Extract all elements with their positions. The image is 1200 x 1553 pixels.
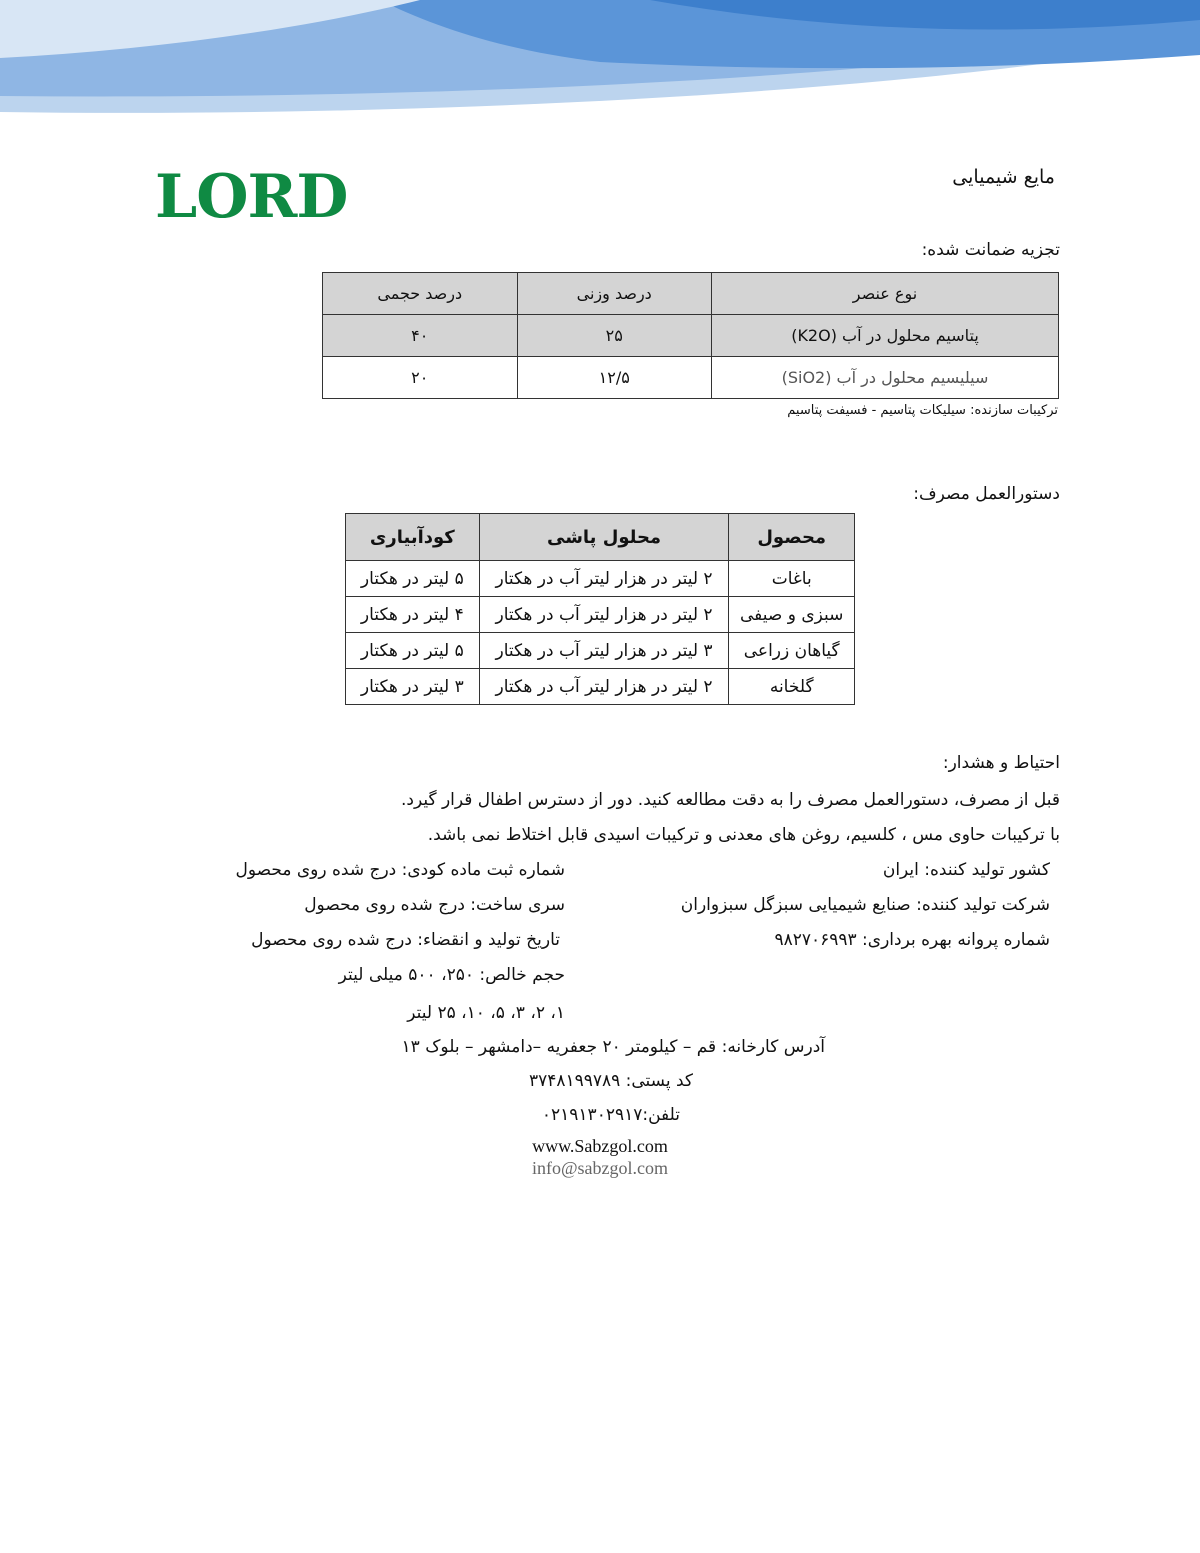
table-cell: ۴۰ bbox=[323, 315, 518, 357]
table-cell: ۲ لیتر در هزار لیتر آب در هکتار bbox=[479, 597, 729, 633]
column-header: نوع عنصر bbox=[711, 273, 1058, 315]
table-cell: ۲۵ bbox=[517, 315, 711, 357]
table-cell: ۵ لیتر در هکتار bbox=[346, 561, 480, 597]
usage-table bbox=[345, 513, 855, 705]
factory-address: آدرس کارخانه: قم – کیلومتر ۲۰ جعفریه –دامشهر – بلوک ۱۳ bbox=[401, 1037, 825, 1057]
table-cell: ۲ لیتر در هزار لیتر آب در هکتار bbox=[479, 669, 729, 705]
header-banner bbox=[0, 0, 1200, 130]
table-row bbox=[346, 597, 855, 633]
caution-line-1: قبل از مصرف، دستورالعمل مصرف را به دقت مطالعه کنید. دور از دسترس اطفال قرار گیرد. bbox=[400, 790, 1060, 810]
table-header-row bbox=[323, 273, 1059, 315]
table-cell: گلخانه bbox=[729, 669, 855, 705]
column-header: محصول bbox=[729, 514, 855, 561]
table-header-row bbox=[346, 514, 855, 561]
license-number: شماره پروانه بهره برداری: ۹۸۲۷۰۶۹۹۳ bbox=[774, 930, 1050, 950]
table-row bbox=[346, 633, 855, 669]
table-cell: ۲۰ bbox=[323, 357, 518, 399]
table-cell: سیلیسیم محلول در آب (SiO2) bbox=[711, 357, 1058, 399]
table-cell: ۵ لیتر در هکتار bbox=[346, 633, 480, 669]
analysis-table bbox=[322, 272, 1059, 399]
column-header: درصد وزنی bbox=[517, 273, 711, 315]
column-header: درصد حجمی bbox=[323, 273, 518, 315]
producer-company: شرکت تولید کننده: صنایع شیمیایی سبزگل سبزواران bbox=[680, 895, 1050, 915]
table-cell: ۳ لیتر در هکتار bbox=[346, 669, 480, 705]
net-volume: حجم خالص: ۲۵۰، ۵۰۰ میلی لیتر bbox=[338, 965, 565, 985]
postal-code: کد پستی: ۳۷۴۸۱۹۹۷۸۹ bbox=[528, 1071, 693, 1091]
table-row bbox=[323, 315, 1059, 357]
table-cell: پتاسیم محلول در آب (K2O) bbox=[711, 315, 1058, 357]
caution-heading: احتیاط و هشدار: bbox=[942, 753, 1060, 773]
lord-logo: LORD bbox=[155, 162, 348, 232]
table-cell: باغات bbox=[729, 561, 855, 597]
website-link[interactable]: www.Sabzgol.com bbox=[532, 1136, 668, 1156]
table-cell: ۳ لیتر در هزار لیتر آب در هکتار bbox=[479, 633, 729, 669]
table-cell: ۲ لیتر در هزار لیتر آب در هکتار bbox=[479, 561, 729, 597]
table-cell: ۱۲/۵ bbox=[517, 357, 711, 399]
analysis-heading: تجزیه ضمانت شده: bbox=[921, 240, 1060, 260]
batch-number: سری ساخت: درج شده روی محصول bbox=[304, 895, 565, 915]
producer-country: کشور تولید کننده: ایران bbox=[882, 860, 1050, 880]
registration-number: شماره ثبت ماده کودی: درج شده روی محصول bbox=[235, 860, 565, 880]
table-cell: ۴ لیتر در هکتار bbox=[346, 597, 480, 633]
table-cell: گیاهان زراعی bbox=[729, 633, 855, 669]
table-row bbox=[346, 669, 855, 705]
page-title: مایع شیمیایی bbox=[952, 166, 1055, 188]
table-row bbox=[323, 357, 1059, 399]
email-link[interactable]: info@sabzgol.com bbox=[531, 1158, 669, 1178]
column-header: محلول پاشی bbox=[479, 514, 729, 561]
usage-heading: دستورالعمل مصرف: bbox=[913, 484, 1060, 504]
composition-note: ترکیبات سازنده: سیلیکات پتاسیم - فسیفت پتاسیم bbox=[787, 403, 1058, 418]
caution-line-2: با ترکیبات حاوی مس ، کلسیم، روغن های معدنی و ترکیبات اسیدی قابل اختلاط نمی باشد. bbox=[427, 825, 1060, 845]
column-header: کودآبیاری bbox=[346, 514, 480, 561]
table-row bbox=[346, 561, 855, 597]
production-expiry-date: تاریخ تولید و انقضاء: درج شده روی محصول bbox=[251, 930, 560, 950]
net-volume-liters: ۱، ۲، ۳، ۵، ۱۰، ۲۵ لیتر bbox=[407, 1003, 565, 1023]
phone-number: تلفن:۰۲۱۹۱۳۰۲۹۱۷ bbox=[541, 1105, 680, 1125]
table-cell: سبزی و صیفی bbox=[729, 597, 855, 633]
